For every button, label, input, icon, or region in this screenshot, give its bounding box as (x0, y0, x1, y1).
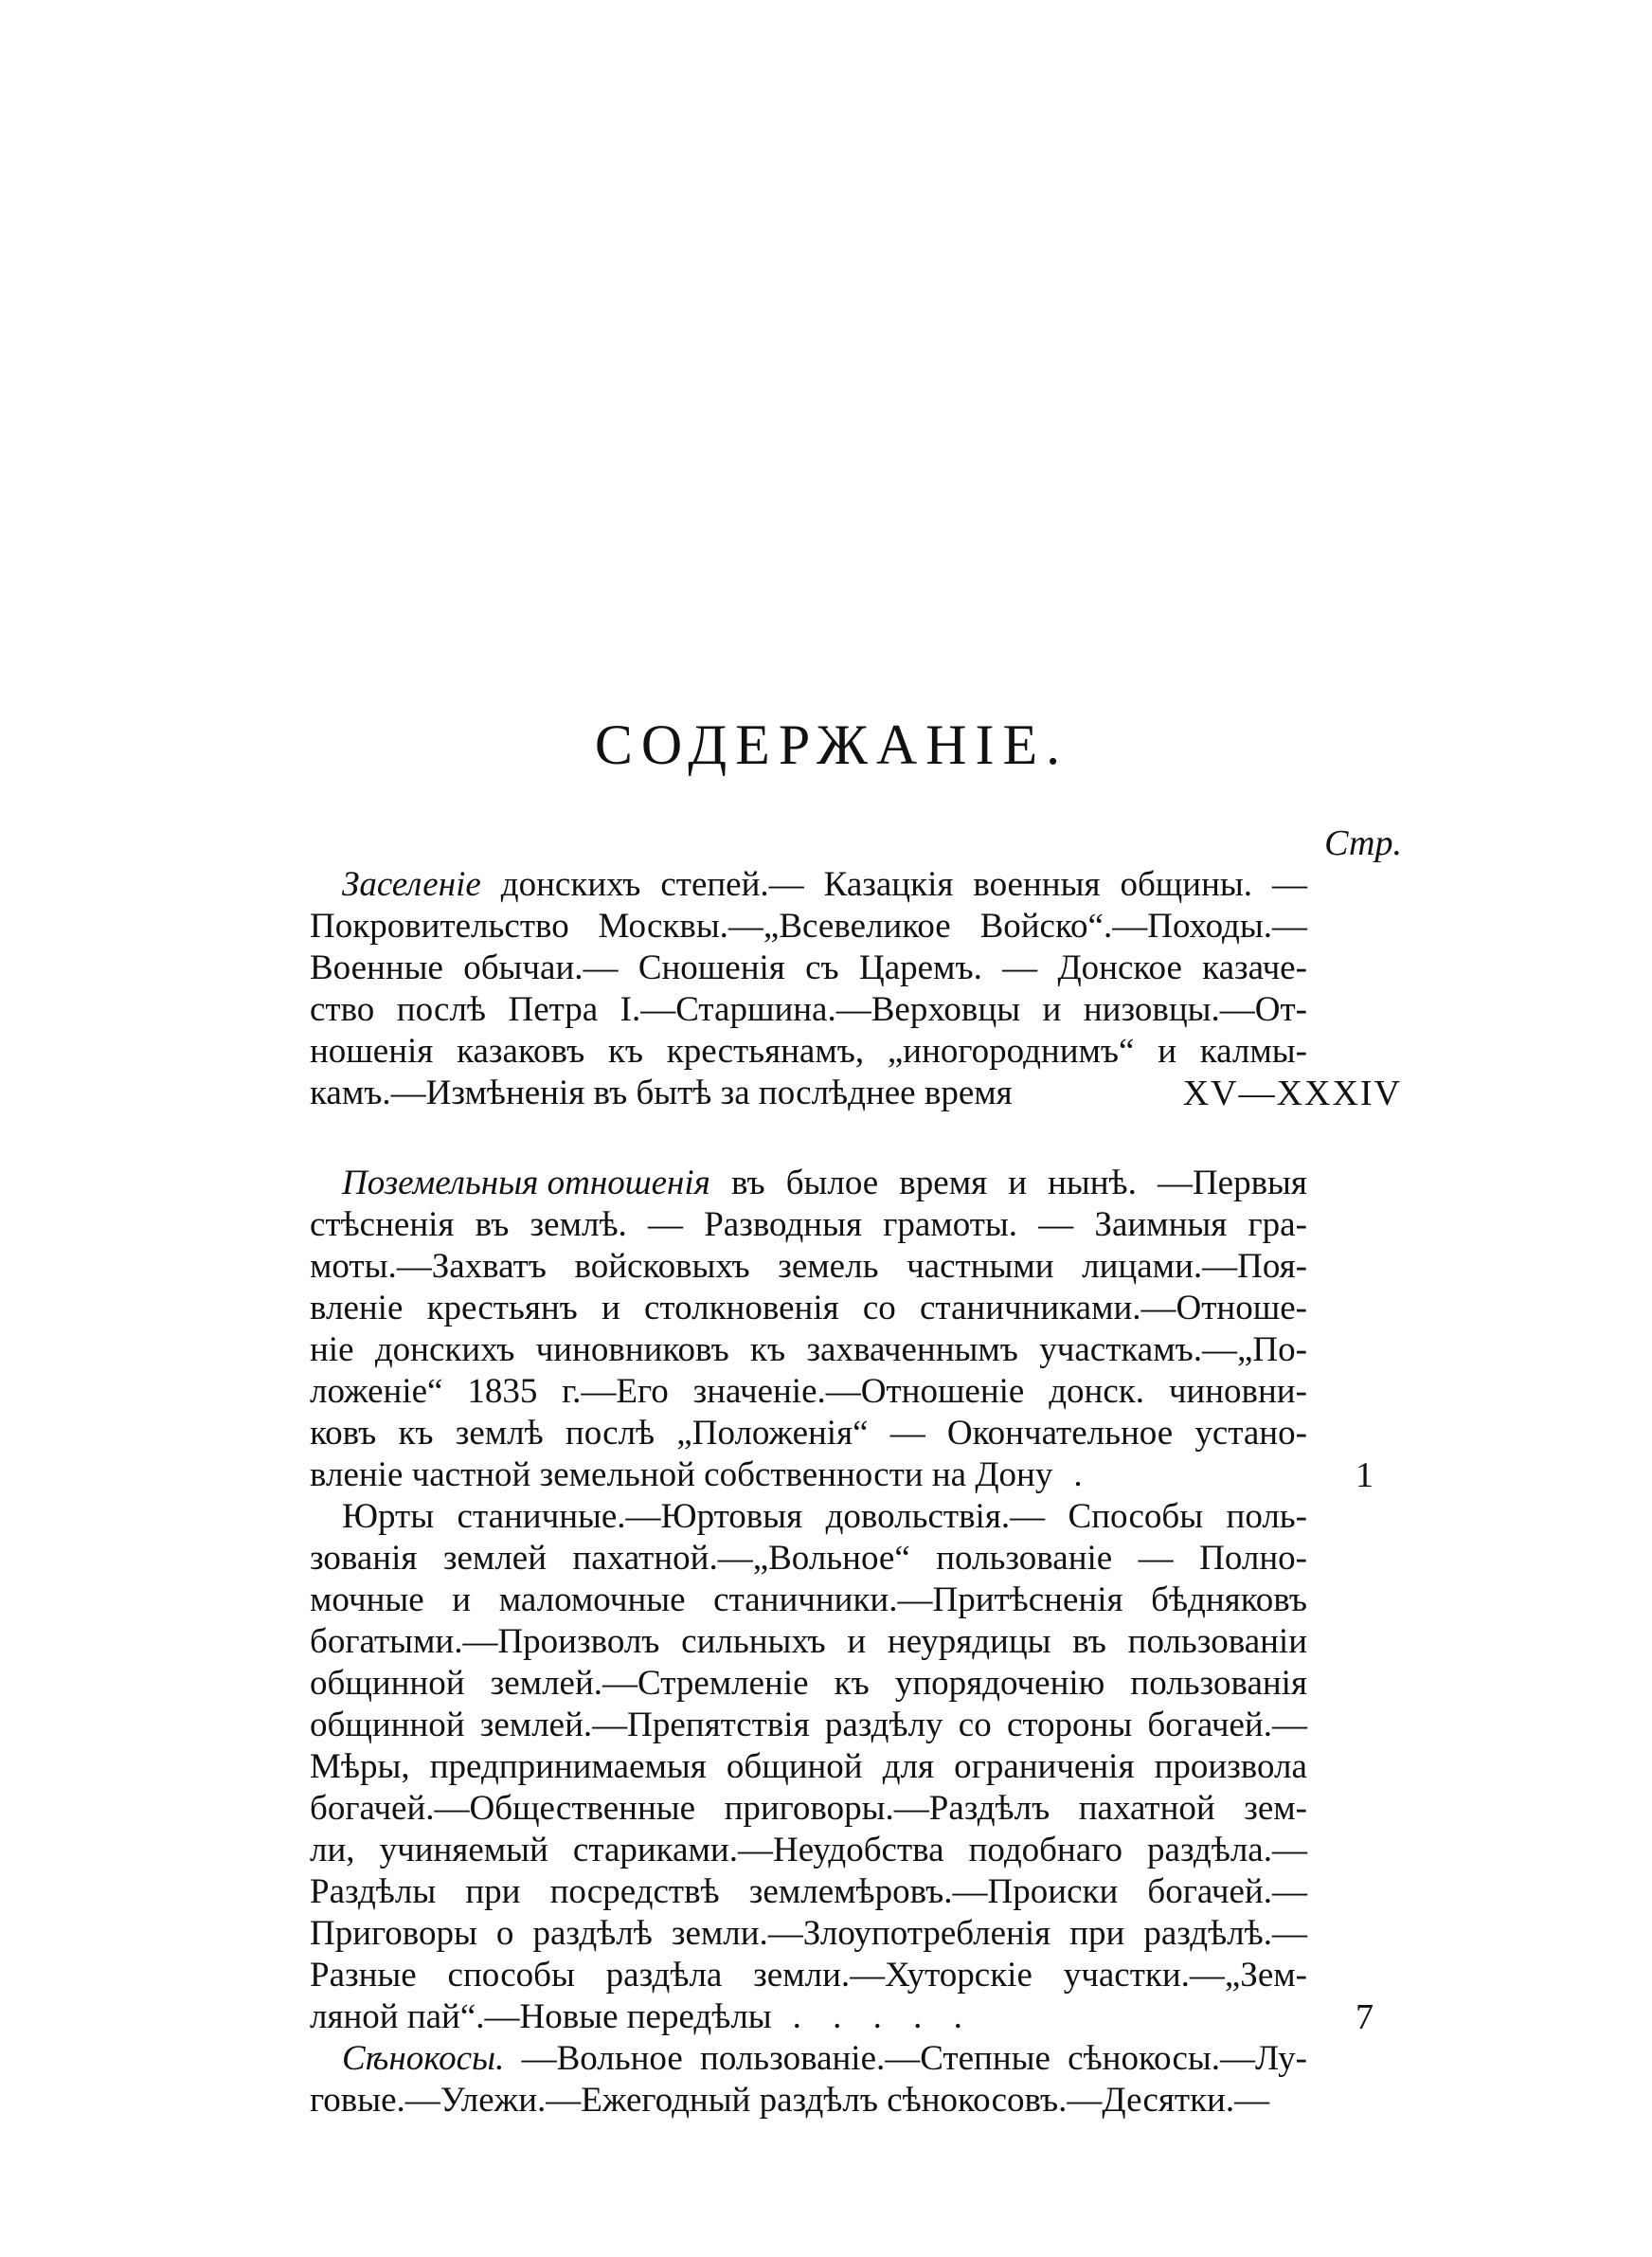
toc-word: Казацкія (823, 865, 954, 904)
toc-word: ли, (310, 1831, 355, 1869)
toc-word: ложеніе“ (310, 1372, 443, 1411)
toc-line (310, 1073, 1402, 1114)
toc-line (310, 906, 1307, 948)
toc-word: съ (805, 948, 839, 987)
page-number: XV—XXXIV (1182, 1074, 1402, 1113)
toc-word: сѣнокосы.—Лу- (1068, 2039, 1307, 2078)
toc-word: земли.—Злоупотребленія (671, 1914, 1051, 1953)
toc-word: землей (442, 1539, 548, 1578)
toc-word: при (465, 1872, 521, 1911)
toc-word: общинной (310, 1706, 465, 1744)
toc-text: вленіе частной земельной собственности на Дону (310, 1455, 1053, 1494)
toc-word: — (889, 1414, 925, 1453)
toc-word: и (1008, 1164, 1027, 1202)
toc-word: раздѣла.— (1147, 1831, 1307, 1869)
toc-word: пользованіе.—Степные (700, 2039, 1050, 2078)
toc-word: богачей.— (1147, 1872, 1307, 1911)
toc-word: Сношенія (637, 948, 785, 987)
toc-entry-lead: Поземельныя отношенія (342, 1164, 710, 1202)
toc-line (310, 2038, 1307, 2080)
toc-word: землемѣровъ.—Происки (748, 1872, 1119, 1911)
toc-word: обычаи.— (463, 948, 619, 987)
toc-word: Юрты (342, 1497, 435, 1536)
toc-word: произвола (1154, 1747, 1307, 1786)
toc-word: довольствія.— (825, 1497, 1046, 1536)
toc-word: Окончательное (946, 1414, 1174, 1453)
toc-word: степей.— (660, 865, 804, 904)
toc-word: столкновенія (644, 1289, 839, 1327)
toc-word: калмы- (1199, 1032, 1307, 1071)
toc-word: земель (778, 1247, 879, 1286)
toc-word: Донское (1057, 948, 1182, 987)
toc-text: камъ.—Измѣненія въ бытѣ за послѣднее время (310, 1074, 1013, 1112)
entry-gap (310, 1114, 1307, 1163)
toc-word: предпринимаемыя (429, 1747, 707, 1786)
toc-line (310, 1204, 1307, 1246)
toc-word: подобнаго (968, 1831, 1122, 1869)
toc-word: неурядицы (887, 1622, 1051, 1661)
toc-word: Раздѣлы (310, 1872, 437, 1911)
toc-word: пахатной.—„Вольное“ (572, 1539, 910, 1578)
toc-word: для (882, 1747, 935, 1786)
toc-word: Покровительство (310, 907, 569, 946)
toc-word: ношенія (310, 1032, 434, 1071)
toc-word: землей.—Стремленіе (490, 1664, 809, 1703)
toc-word: послѣ (565, 1414, 655, 1453)
toc-line (310, 1580, 1307, 1621)
toc-word: грамоты. (883, 1205, 1017, 1244)
toc-line (310, 1955, 1307, 1996)
toc-word: „иногороднимъ“ (887, 1032, 1135, 1071)
toc-word: стѣсненія (310, 1205, 455, 1244)
toc-word: къ (607, 1032, 644, 1071)
toc-word: — (1138, 1539, 1174, 1578)
toc-word: участки.—„Зем- (1063, 1956, 1307, 1995)
toc-word: г.—Его (562, 1372, 669, 1411)
toc-line (310, 1621, 1307, 1663)
toc-word: пользованія (1130, 1664, 1307, 1703)
toc-word: богачей.— (1147, 1706, 1307, 1744)
toc-word: раздѣлѣ.— (1143, 1914, 1307, 1953)
toc-word: мочные (310, 1580, 424, 1619)
toc-word: Войско“.—Походы.— (979, 907, 1307, 946)
toc-word: и (1042, 990, 1062, 1029)
toc-word: общиной (726, 1747, 863, 1786)
toc-word: со (862, 1289, 896, 1327)
toc-word: и (452, 1580, 472, 1619)
toc-word: — (1038, 1205, 1074, 1244)
toc-line (310, 1871, 1307, 1913)
leader-dots: . (1073, 1455, 1094, 1494)
toc-word: Москвы.—„Всевеликое (598, 907, 951, 946)
page-number: 1 (1356, 1455, 1374, 1495)
toc-word: богатыми.—Произволъ (310, 1622, 660, 1661)
toc-word: донск. (1049, 1372, 1144, 1411)
toc-line (310, 1413, 1307, 1454)
toc-entry (310, 2038, 1307, 2122)
toc-word: нынѣ. (1048, 1164, 1137, 1202)
toc-word: способы (447, 1956, 575, 1995)
toc-word: частными (907, 1247, 1054, 1286)
toc-word: и (1158, 1032, 1177, 1071)
toc-word: станичные.—Юртовыя (457, 1497, 803, 1536)
toc-word: землѣ. (530, 1205, 627, 1244)
toc-word: крестьянамъ, (666, 1032, 865, 1071)
toc-word: сильныхъ (681, 1622, 826, 1661)
toc-word: землѣ (455, 1414, 544, 1453)
toc-word: войсковыхъ (574, 1247, 750, 1286)
toc-text: ляной пай“.—Новые передѣлы (310, 1997, 772, 2036)
toc-line (310, 1788, 1307, 1830)
toc-word: къ (750, 1330, 786, 1369)
toc-word: къ (398, 1414, 434, 1453)
toc-word: Приговоры (310, 1914, 477, 1953)
toc-line (310, 1996, 1374, 2038)
table-of-contents (310, 864, 1402, 2122)
toc-word: Военные (310, 948, 443, 987)
toc-word: чиновни- (1168, 1372, 1307, 1411)
toc-word: и (602, 1289, 620, 1327)
toc-line (310, 1371, 1307, 1413)
page-number: 7 (1356, 1997, 1374, 2037)
toc-entry-lead: Заселеніе (342, 865, 481, 904)
toc-word: раздѣла (605, 1956, 723, 1995)
toc-word: стороны (1006, 1706, 1133, 1744)
toc-entry (310, 1496, 1374, 2038)
toc-word: стариками.—Неудобства (572, 1831, 944, 1869)
toc-line (310, 1496, 1307, 1538)
toc-line (310, 1663, 1307, 1705)
toc-line (310, 948, 1307, 989)
toc-word: военныя (973, 865, 1101, 904)
toc-line (310, 1705, 1307, 1746)
toc-entry (310, 1163, 1374, 1496)
toc-word: зованія (310, 1539, 418, 1578)
toc-word: о (495, 1914, 514, 1953)
toc-line (310, 1538, 1307, 1580)
toc-line (310, 1830, 1307, 1871)
toc-word: казаковъ (457, 1032, 585, 1071)
toc-word: захваченнымъ (806, 1330, 1018, 1369)
toc-word: послѣ (396, 990, 486, 1029)
toc-word: время (899, 1164, 988, 1202)
toc-word: —Вольное (521, 2039, 683, 2078)
toc-text: говые.—Улежи.—Ежегодный раздѣлъ сѣнокосовъ.—Десятки.— (310, 2081, 1270, 2120)
toc-word: чиновниковъ (535, 1330, 729, 1369)
toc-word: — (648, 1205, 683, 1244)
toc-entry-lead: Сѣнокосы. (342, 2039, 505, 2078)
toc-word: ніе (310, 1330, 354, 1369)
toc-word: „Положенія“ (676, 1414, 869, 1453)
toc-line (310, 1454, 1374, 1496)
toc-line (310, 1031, 1307, 1073)
toc-word: зем- (1244, 1789, 1307, 1828)
toc-word: въ (475, 1205, 510, 1244)
toc-word: крестьянъ (426, 1289, 578, 1327)
toc-word: донскихъ (374, 1330, 515, 1369)
toc-word: земли.—Хуторскіе (753, 1956, 1032, 1995)
toc-word: донскихъ (500, 865, 641, 904)
toc-line (310, 1329, 1307, 1371)
toc-word: значеніе.—Отношеніе (692, 1372, 1025, 1411)
toc-word: упорядоченію (894, 1664, 1105, 1703)
toc-word: — (1002, 948, 1038, 987)
toc-word: посредствѣ (549, 1872, 720, 1911)
toc-word: станичниками.—Отноше- (919, 1289, 1307, 1327)
page-column-label: Стр. (1324, 823, 1402, 863)
toc-word: былое (785, 1164, 879, 1202)
toc-word: Разводныя (704, 1205, 862, 1244)
toc-word: со (958, 1706, 992, 1744)
toc-word: раздѣлу (824, 1706, 943, 1744)
toc-word: 1835 (467, 1372, 538, 1411)
toc-word: вленіе (310, 1289, 404, 1327)
toc-word: участкамъ.—„По- (1039, 1330, 1307, 1369)
toc-line (310, 1288, 1307, 1329)
toc-word: бѣдняковъ (1151, 1580, 1307, 1619)
toc-word: ограниченія (954, 1747, 1135, 1786)
toc-word: моты.—Захватъ (310, 1247, 547, 1286)
page-title: СОДЕРЖАНІЕ. (594, 713, 1069, 776)
toc-word: Петра (508, 990, 599, 1029)
toc-word: ство (310, 990, 375, 1029)
toc-line (310, 864, 1307, 906)
toc-word: пользованіи (1127, 1622, 1307, 1661)
toc-word: лицами.—Поя- (1082, 1247, 1307, 1286)
toc-word: общинной (310, 1664, 465, 1703)
toc-word: низовцы.—От- (1083, 990, 1307, 1029)
toc-line (310, 1746, 1307, 1788)
toc-word: къ (834, 1664, 870, 1703)
toc-word: пахатной (1078, 1789, 1215, 1828)
toc-word: Заимныя (1094, 1205, 1228, 1244)
toc-entry (310, 864, 1402, 1114)
toc-word: казаче- (1202, 948, 1307, 987)
toc-word: землей.—Препятствія (479, 1706, 810, 1744)
toc-word: поль- (1226, 1497, 1307, 1536)
toc-line (310, 1163, 1307, 1204)
toc-line (310, 1913, 1307, 1955)
toc-word: приговоры.—Раздѣлъ (724, 1789, 1050, 1828)
toc-word: и (847, 1622, 867, 1661)
toc-word: въ (1072, 1622, 1106, 1661)
toc-word: учиняемый (379, 1831, 548, 1869)
toc-line (310, 1246, 1307, 1288)
toc-line (310, 989, 1307, 1031)
toc-word: — (1272, 865, 1307, 904)
toc-word: ковъ (310, 1414, 377, 1453)
toc-word: Разные (310, 1956, 417, 1995)
toc-word: —Первыя (1157, 1164, 1307, 1202)
toc-word: Полно- (1199, 1539, 1307, 1578)
toc-word: при (1069, 1914, 1125, 1953)
toc-word: богачей.—Общественные (310, 1789, 696, 1828)
toc-word: маломочные (498, 1580, 686, 1619)
toc-word: общины. (1120, 865, 1252, 904)
toc-word: Царемъ. (858, 948, 982, 987)
toc-word: Способы (1068, 1497, 1204, 1536)
toc-word: устано- (1194, 1414, 1307, 1453)
toc-word: пользованіе (936, 1539, 1113, 1578)
toc-line (310, 2080, 1307, 2122)
leader-dots: . . . . . (792, 1997, 974, 2036)
toc-word: въ (730, 1164, 765, 1202)
toc-word: раздѣлѣ (532, 1914, 653, 1953)
toc-word: I.—Старшина.—Верховцы (620, 990, 1021, 1029)
toc-word: гра- (1248, 1205, 1307, 1244)
toc-word: Мѣры, (310, 1747, 410, 1786)
toc-word: станичники.—Притѣсненія (713, 1580, 1123, 1619)
